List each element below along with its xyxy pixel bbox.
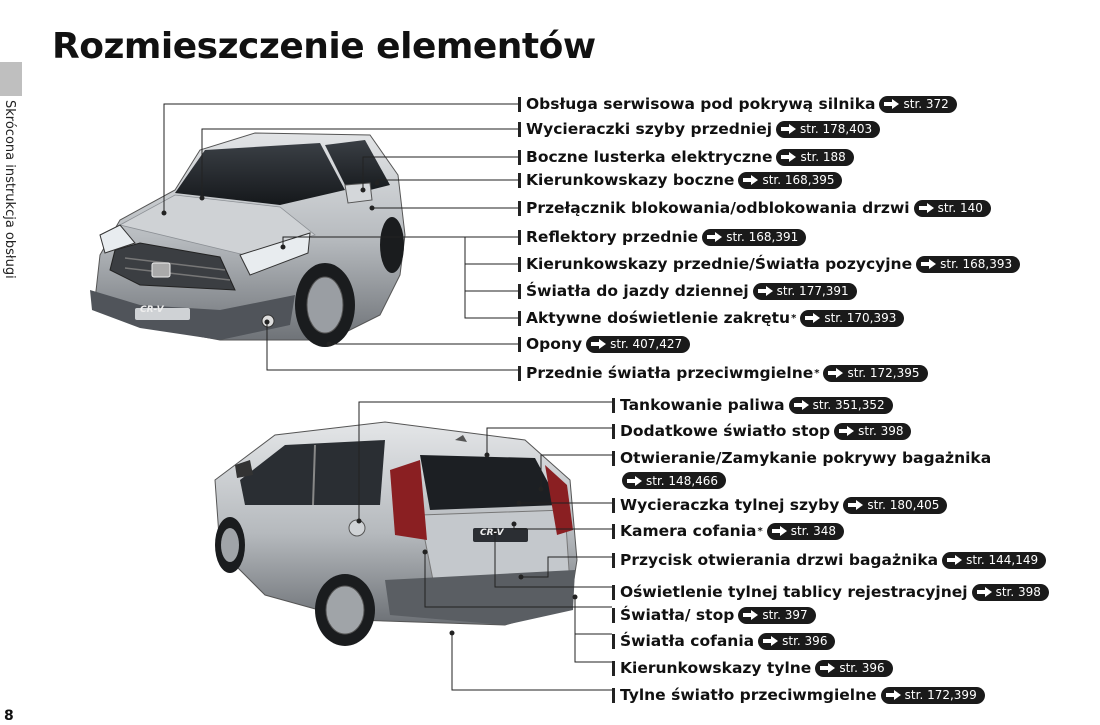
page-ref-link[interactable]: str. 188 — [776, 149, 853, 166]
page-ref-link[interactable]: str. 172,395 — [823, 365, 927, 382]
label-rear-indicators: Kierunkowskazy tylne str. 396 — [612, 657, 893, 679]
label-active-cornering-light: Aktywne doświetlenie zakrętu * str. 170,393 — [518, 307, 904, 329]
arrow-right-icon — [945, 554, 963, 566]
label-refuelling: Tankowanie paliwa str. 351,352 — [612, 394, 893, 416]
label-high-mount-brake-light: Dodatkowe światło stop str. 398 — [612, 420, 911, 442]
arrow-right-icon — [846, 499, 864, 511]
page-ref-link[interactable]: str. 144,149 — [942, 552, 1046, 569]
label-front-wipers: Wycieraczki szyby przedniej str. 178,403 — [518, 118, 880, 140]
page-ref-link[interactable]: str. 177,391 — [753, 283, 857, 300]
arrow-right-icon — [756, 285, 774, 297]
label-door-lock-switch: Przełącznik blokowania/odblokowania drzwi str. 140 — [518, 197, 991, 219]
page-ref-link[interactable]: str. 348 — [767, 523, 844, 540]
arrow-right-icon — [917, 202, 935, 214]
label-reversing-lights: Światła cofania str. 396 — [612, 630, 835, 652]
page-ref-link[interactable]: str. 396 — [758, 633, 835, 650]
arrow-right-icon — [625, 475, 643, 487]
page-ref-link[interactable]: str. 168,391 — [702, 229, 806, 246]
arrow-right-icon — [589, 338, 607, 350]
page-ref-link[interactable]: str. 372 — [879, 96, 956, 113]
arrow-right-icon — [770, 525, 788, 537]
label-engine-service: Obsługa serwisowa pod pokrywą silnika str. 372 — [518, 93, 957, 115]
arrow-right-icon — [792, 399, 810, 411]
page-ref-link[interactable]: str. 396 — [815, 660, 892, 677]
section-tab-label: Skrócona instrukcja obsługi — [2, 100, 17, 279]
page-ref-link[interactable]: str. 351,352 — [789, 397, 893, 414]
label-tailgate-open-close: Otwieranie/Zamykanie pokrywy bagażnika — [612, 447, 991, 469]
arrow-right-icon — [779, 151, 797, 163]
arrow-right-icon — [826, 367, 844, 379]
arrow-right-icon — [919, 258, 937, 270]
page-ref-link[interactable]: str. 180,405 — [843, 497, 947, 514]
arrow-right-icon — [975, 586, 993, 598]
label-side-indicators: Kierunkowskazy boczne str. 168,395 — [518, 169, 842, 191]
label-brake-lights: Światła/ stop str. 397 — [612, 604, 816, 626]
front-model-badge: CR-V — [140, 305, 164, 315]
label-license-plate-light: Oświetlenie tylnej tablicy rejestracyjnej str. 398 — [612, 581, 1049, 603]
label-tyres: Opony str. 407,427 — [518, 333, 690, 355]
page-ref-link[interactable]: str. 407,427 — [586, 336, 690, 353]
arrow-right-icon — [884, 689, 902, 701]
page-ref-link[interactable]: str. 172,399 — [881, 687, 985, 704]
page-ref-link[interactable]: str. 398 — [834, 423, 911, 440]
label-power-mirrors: Boczne lusterka elektryczne str. 188 — [518, 146, 854, 168]
page-ref-link[interactable]: str. 140 — [914, 200, 991, 217]
label-rear-wiper: Wycieraczka tylnej szyby str. 180,405 — [612, 494, 947, 516]
label-rear-fog-light: Tylne światło przeciwmgielne str. 172,399 — [612, 684, 985, 706]
arrow-right-icon — [882, 98, 900, 110]
arrow-right-icon — [818, 662, 836, 674]
label-rearview-camera: Kamera cofania * str. 348 — [612, 520, 844, 542]
page-ref-link[interactable]: str. 168,393 — [916, 256, 1020, 273]
page-ref-link[interactable]: str. 168,395 — [738, 172, 842, 189]
page-ref-link[interactable]: str. 397 — [738, 607, 815, 624]
page-ref-link[interactable]: str. 178,403 — [776, 121, 880, 138]
page-title: Rozmieszczenie elementów — [52, 26, 596, 67]
arrow-right-icon — [741, 609, 759, 621]
page-ref-link[interactable]: str. 398 — [972, 584, 1049, 601]
label-tailgate-release-button: Przycisk otwierania drzwi bagażnika str. 144,149 — [612, 549, 1046, 571]
arrow-right-icon — [761, 635, 779, 647]
page-ref-link[interactable]: str. 170,393 — [800, 310, 904, 327]
arrow-right-icon — [803, 312, 821, 324]
page-number: 8 — [4, 708, 14, 724]
arrow-right-icon — [779, 123, 797, 135]
label-front-indicators: Kierunkowskazy przednie/Światła pozycyjne str. 168,393 — [518, 253, 1020, 275]
rear-model-badge: CR-V — [480, 528, 504, 538]
label-daytime-running-lights: Światła do jazdy dziennej str. 177,391 — [518, 280, 857, 302]
arrow-right-icon — [705, 231, 723, 243]
label-headlights: Reflektory przednie str. 168,391 — [518, 226, 806, 248]
arrow-right-icon — [837, 425, 855, 437]
page-ref-link[interactable]: str. 148,466 — [622, 472, 726, 489]
arrow-right-icon — [741, 174, 759, 186]
label-front-fog-lights: Przednie światła przeciwmgielne * str. 172,395 — [518, 362, 928, 384]
